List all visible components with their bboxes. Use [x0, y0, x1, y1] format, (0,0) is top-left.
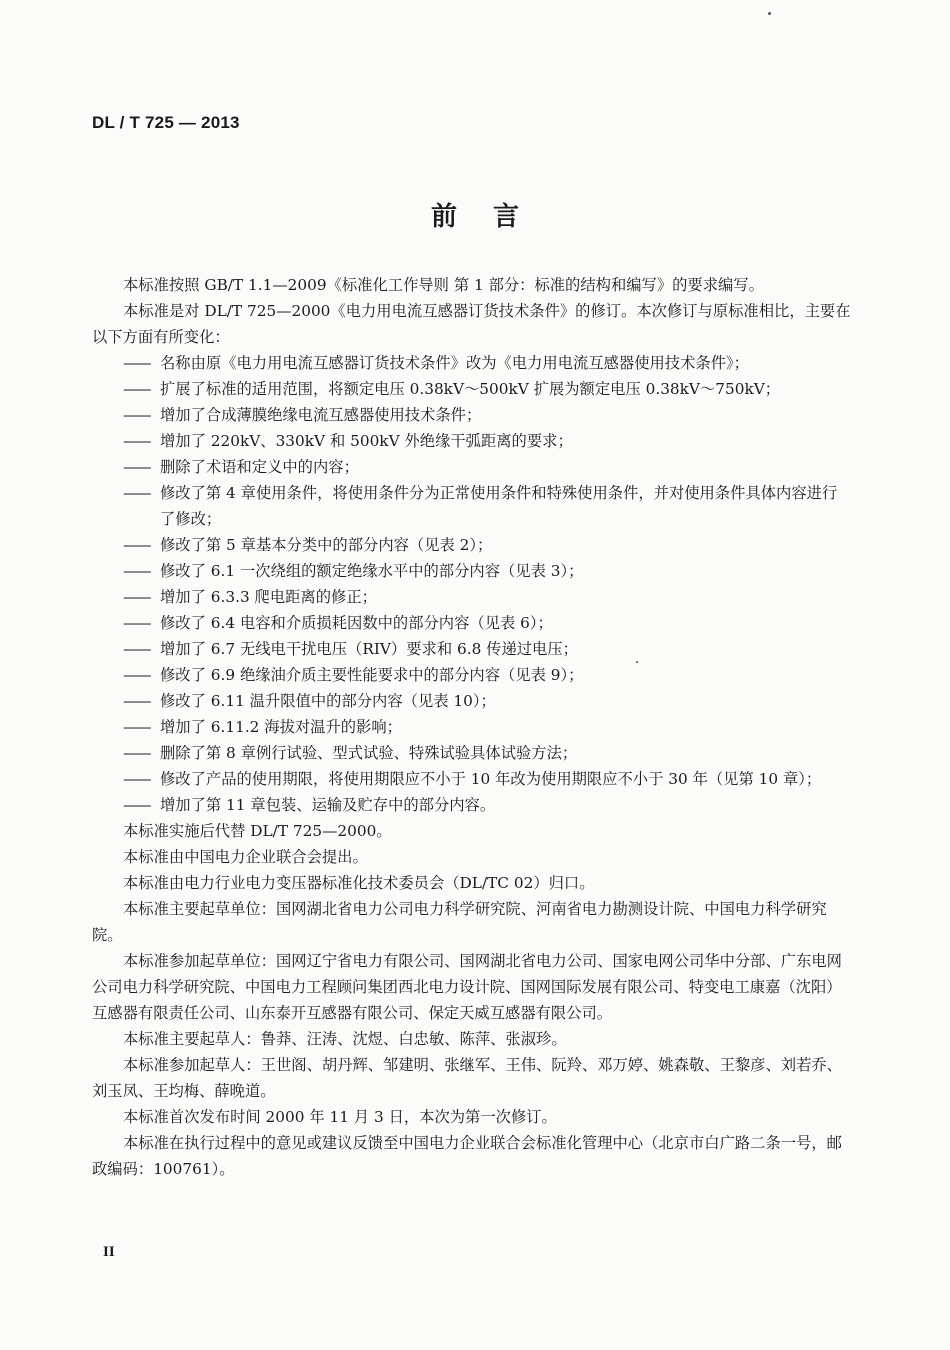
paragraph: 本标准实施后代替 DL/T 725—2000。: [123, 822, 392, 840]
change-text: 修改了第 5 章基本分类中的部分内容（见表 2）；: [160, 536, 493, 554]
dash: ——: [123, 692, 150, 710]
change-text: 修改了第 4 章使用条件，将使用条件分为正常使用条件和特殊使用条件，并对使用条件具体内容进行了修改；: [160, 484, 838, 528]
paragraph: 本标准由电力行业电力变压器标准化技术委员会（DL/TC 02）归口。: [123, 874, 595, 892]
paragraph: 本标准参加起草人：王世阁、胡丹辉、邹建明、张继军、王伟、阮羚、邓万婷、姚森敬、王黎彦、刘若乔、刘玉凤、王均梅、薛晚道。: [92, 1056, 842, 1100]
paragraph: 本标准首次发布时间 2000 年 11 月 3 日，本次为第一次修订。: [123, 1108, 557, 1126]
paragraph: 本标准按照 GB/T 1.1—2009《标准化工作导则 第 1 部分：标准的结构和编写》的要求编写。: [123, 276, 764, 294]
dash: ——: [123, 484, 150, 502]
change-text: 增加了 6.7 无线电干扰电压（RIV）要求和 6.8 传递过电压；: [160, 640, 578, 658]
dash: ——: [123, 380, 150, 398]
change-item: [92, 480, 852, 532]
change-item: [92, 376, 852, 402]
dash: ——: [123, 614, 150, 632]
change-item: [92, 428, 852, 454]
change-text: 增加了 6.3.3 爬电距离的修正；: [160, 588, 377, 606]
change-item: [92, 714, 852, 740]
dash: ——: [123, 536, 150, 554]
dash: ——: [123, 796, 150, 814]
page-number: II: [103, 1244, 115, 1260]
foreword-body: [92, 272, 852, 1182]
dash: ——: [123, 432, 150, 450]
change-text: 修改了产品的使用期限，将使用期限应不小于 10 年改为使用期限应不小于 30 年（见第 10 章）；: [160, 770, 822, 788]
change-text: 增加了第 11 章包装、运输及贮存中的部分内容。: [160, 796, 496, 814]
change-item: [92, 558, 852, 584]
change-list: [92, 350, 852, 818]
change-item: [92, 662, 852, 688]
change-text: 增加了 6.11.2 海拔对温升的影响；: [160, 718, 402, 736]
scan-speck: [768, 12, 771, 15]
change-text: 修改了 6.9 绝缘油介质主要性能要求中的部分内容（见表 9）；: [160, 666, 584, 684]
dash: ——: [123, 406, 150, 424]
dash: ——: [123, 640, 150, 658]
change-item: [92, 636, 852, 662]
dash: ——: [123, 666, 150, 684]
dash: ——: [123, 562, 150, 580]
dash: ——: [123, 458, 150, 476]
change-text: 删除了第 8 章例行试验、型式试验、特殊试验具体试验方法；: [160, 744, 578, 762]
change-item: [92, 532, 852, 558]
paragraph: 本标准参加起草单位：国网辽宁省电力有限公司、国网湖北省电力公司、国家电网公司华中分部、广东电网公司电力科学研究院、中国电力工程顾问集团西北电力设计院、国网国际发展有限公司、特变电工康嘉（沈阳）互感器有限责任公司、山东泰开互感器有限公司、保定天威互感器有限公司。: [92, 952, 842, 1022]
change-item: [92, 350, 852, 376]
change-text: 增加了 220kV、330kV 和 500kV 外绝缘干弧距离的要求；: [160, 432, 573, 450]
dash: ——: [123, 588, 150, 606]
paragraph: 本标准由中国电力企业联合会提出。: [123, 848, 368, 866]
change-text: 删除了术语和定义中的内容；: [160, 458, 359, 476]
dash: ——: [123, 744, 150, 762]
dash: ——: [123, 770, 150, 788]
scan-speck: [636, 661, 638, 663]
paragraph: 本标准主要起草单位：国网湖北省电力公司电力科学研究院、河南省电力勘测设计院、中国电力科学研究院。: [92, 900, 827, 944]
change-item: [92, 792, 852, 818]
dash: ——: [123, 354, 150, 372]
change-text: 扩展了标准的适用范围，将额定电压 0.38kV～500kV 扩展为额定电压 0.38kV～750kV；: [160, 380, 781, 398]
page-title: 前言: [430, 202, 555, 232]
change-text: 修改了 6.4 电容和介质损耗因数中的部分内容（见表 6）；: [160, 614, 553, 632]
dash: ——: [123, 718, 150, 736]
change-text: 名称由原《电力用电流互感器订货技术条件》改为《电力用电流互感器使用技术条件》；: [160, 354, 749, 372]
change-item: [92, 610, 852, 636]
change-item: [92, 454, 852, 480]
paragraph: 本标准在执行过程中的意见或建议反馈至中国电力企业联合会标准化管理中心（北京市白广路二条一号，邮政编码：100761）。: [92, 1134, 842, 1178]
change-item: [92, 688, 852, 714]
change-item: [92, 766, 852, 792]
document-code: DL / T 725 — 2013: [92, 113, 240, 132]
paragraph: 本标准主要起草人：鲁莽、汪涛、沈煜、白忠敏、陈萍、张淑珍。: [123, 1030, 567, 1048]
change-item: [92, 584, 852, 610]
change-text: 增加了合成薄膜绝缘电流互感器使用技术条件；: [160, 406, 482, 424]
change-item: [92, 740, 852, 766]
change-text: 修改了 6.1 一次绕组的额定绝缘水平中的部分内容（见表 3）；: [160, 562, 584, 580]
change-text: 修改了 6.11 温升限值中的部分内容（见表 10）；: [160, 692, 496, 710]
paragraph: 本标准是对 DL/T 725—2000《电力用电流互感器订货技术条件》的修订。本次修订与原标准相比，主要在以下方面有所变化：: [92, 302, 851, 346]
change-item: [92, 402, 852, 428]
